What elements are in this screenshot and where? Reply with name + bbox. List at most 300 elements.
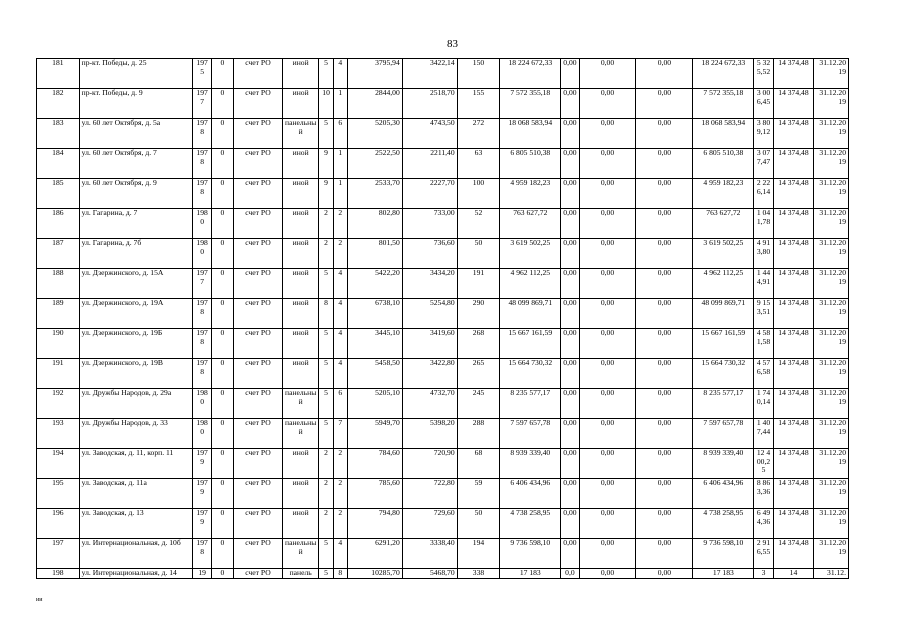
cell-zero-cell: 0 bbox=[211, 179, 233, 209]
residents-cell: 59 bbox=[457, 479, 500, 509]
cost-col-cell: 0,00 bbox=[579, 329, 636, 359]
account-type-cell: счет РО bbox=[234, 419, 283, 449]
cell-zero-cell: 0 bbox=[211, 329, 233, 359]
floors-cell: 5 bbox=[319, 269, 333, 299]
fund-cost-cell: 7 572 355,18 bbox=[693, 89, 754, 119]
row-number-cell: 191 bbox=[37, 359, 80, 389]
total-cost-cell: 6 805 510,38 bbox=[500, 149, 561, 179]
address-cell: ул. Заводская, д. 11а bbox=[79, 479, 193, 509]
cost-col-cell: 0,00 bbox=[636, 149, 693, 179]
entrances-cell: 1 bbox=[333, 179, 347, 209]
unit-cost-cell: 1 407,44 bbox=[754, 419, 773, 449]
total-cost-cell: 48 099 869,71 bbox=[500, 299, 561, 329]
account-type-cell: счет РО bbox=[234, 179, 283, 209]
total-area-cell: 5205,30 bbox=[347, 119, 402, 149]
cost-col-cell: 0,00 bbox=[636, 119, 693, 149]
cell-zero-cell: 0 bbox=[211, 59, 233, 89]
account-type-cell: счет РО bbox=[234, 59, 283, 89]
wall-material-cell: панельный bbox=[282, 539, 319, 569]
account-type-cell: счет РО bbox=[234, 299, 283, 329]
floors-cell: 9 bbox=[319, 149, 333, 179]
cell-zero-cell: 0 bbox=[211, 449, 233, 479]
floors-cell: 5 bbox=[319, 569, 333, 579]
completion-date-cell: 31.12.2019 bbox=[814, 419, 849, 449]
housing-register-table bbox=[36, 58, 849, 579]
address-cell: ул. 60 лет Октября, д. 7 bbox=[79, 149, 193, 179]
total-area-cell: 3445,10 bbox=[347, 329, 402, 359]
cost-col-cell: 0,00 bbox=[579, 209, 636, 239]
total-cost-cell: 18 068 583,94 bbox=[500, 119, 561, 149]
row-number-cell: 182 bbox=[37, 89, 80, 119]
build-year-cell: 1979 bbox=[193, 509, 211, 539]
table-row bbox=[37, 569, 849, 579]
total-cost-cell: 15 664 730,32 bbox=[500, 359, 561, 389]
build-year-cell: 1978 bbox=[193, 329, 211, 359]
wall-material-cell: панель bbox=[282, 569, 319, 579]
living-area-cell: 3434,20 bbox=[402, 269, 457, 299]
wall-material-cell: панельный bbox=[282, 119, 319, 149]
wall-material-cell: иной bbox=[282, 479, 319, 509]
account-type-cell: счет РО bbox=[234, 479, 283, 509]
residents-cell: 268 bbox=[457, 329, 500, 359]
limit-cost-cell: 14 374,48 bbox=[773, 119, 814, 149]
unit-cost-cell: 8 863,36 bbox=[754, 479, 773, 509]
cell-zero-cell: 0 bbox=[211, 239, 233, 269]
cost-col-cell: 0,00 bbox=[636, 89, 693, 119]
wall-material-cell: иной bbox=[282, 209, 319, 239]
unit-cost-cell: 3 809,12 bbox=[754, 119, 773, 149]
build-year-cell: 1979 bbox=[193, 449, 211, 479]
living-area-cell: 5254,80 bbox=[402, 299, 457, 329]
unit-cost-cell: 9 153,51 bbox=[754, 299, 773, 329]
cell-zero-cell: 0 bbox=[211, 479, 233, 509]
fund-cost-cell: 3 619 502,25 bbox=[693, 239, 754, 269]
fund-cost-cell: 6 406 434,96 bbox=[693, 479, 754, 509]
address-cell: ул. Дзержинского, д. 19Б bbox=[79, 329, 193, 359]
entrances-cell: 4 bbox=[333, 329, 347, 359]
floors-cell: 9 bbox=[319, 179, 333, 209]
account-type-cell: счет РО bbox=[234, 329, 283, 359]
cost-col-cell: 0,00 bbox=[561, 239, 579, 269]
total-cost-cell: 17 183 bbox=[500, 569, 561, 579]
total-area-cell: 2844,00 bbox=[347, 89, 402, 119]
total-area-cell: 10285,70 bbox=[347, 569, 402, 579]
cost-col-cell: 0,00 bbox=[636, 449, 693, 479]
row-number-cell: 196 bbox=[37, 509, 80, 539]
living-area-cell: 3419,60 bbox=[402, 329, 457, 359]
total-cost-cell: 15 667 161,59 bbox=[500, 329, 561, 359]
unit-cost-cell: 4 913,80 bbox=[754, 239, 773, 269]
address-cell: ул. Дзержинского, д. 19А bbox=[79, 299, 193, 329]
living-area-cell: 5398,20 bbox=[402, 419, 457, 449]
living-area-cell: 3422,14 bbox=[402, 59, 457, 89]
cost-col-cell: 0,00 bbox=[579, 179, 636, 209]
entrances-cell: 2 bbox=[333, 449, 347, 479]
cell-zero-cell: 0 bbox=[211, 509, 233, 539]
row-number-cell: 198 bbox=[37, 569, 80, 579]
row-number-cell: 184 bbox=[37, 149, 80, 179]
total-area-cell: 5422,20 bbox=[347, 269, 402, 299]
completion-date-cell: 31.12.2019 bbox=[814, 239, 849, 269]
floors-cell: 2 bbox=[319, 479, 333, 509]
cost-col-cell: 0,00 bbox=[561, 359, 579, 389]
total-cost-cell: 4 738 258,95 bbox=[500, 509, 561, 539]
cell-zero-cell: 0 bbox=[211, 299, 233, 329]
unit-cost-cell: 6 494,36 bbox=[754, 509, 773, 539]
total-area-cell: 785,60 bbox=[347, 479, 402, 509]
cost-col-cell: 0,00 bbox=[561, 539, 579, 569]
living-area-cell: 720,90 bbox=[402, 449, 457, 479]
residents-cell: 100 bbox=[457, 179, 500, 209]
living-area-cell: 3422,80 bbox=[402, 359, 457, 389]
address-cell: пр-кт. Победы, д. 25 bbox=[79, 59, 193, 89]
cost-col-cell: 0,00 bbox=[579, 419, 636, 449]
total-cost-cell: 18 224 672,33 bbox=[500, 59, 561, 89]
cost-col-cell: 0,00 bbox=[636, 329, 693, 359]
entrances-cell: 4 bbox=[333, 539, 347, 569]
total-area-cell: 5949,70 bbox=[347, 419, 402, 449]
cost-col-cell: 0,00 bbox=[579, 569, 636, 579]
limit-cost-cell: 14 374,48 bbox=[773, 359, 814, 389]
completion-date-cell: 31.12.2019 bbox=[814, 269, 849, 299]
cost-col-cell: 0,00 bbox=[636, 239, 693, 269]
unit-cost-cell: 12 400,25 bbox=[754, 449, 773, 479]
living-area-cell: 2518,70 bbox=[402, 89, 457, 119]
floors-cell: 2 bbox=[319, 209, 333, 239]
entrances-cell: 2 bbox=[333, 479, 347, 509]
wall-material-cell: иной bbox=[282, 359, 319, 389]
limit-cost-cell: 14 374,48 bbox=[773, 179, 814, 209]
wall-material-cell: панельный bbox=[282, 419, 319, 449]
living-area-cell: 3338,40 bbox=[402, 539, 457, 569]
cost-col-cell: 0,00 bbox=[579, 269, 636, 299]
account-type-cell: счет РО bbox=[234, 509, 283, 539]
table-row bbox=[37, 359, 849, 389]
table-row bbox=[37, 389, 849, 419]
build-year-cell: 1978 bbox=[193, 359, 211, 389]
living-area-cell: 733,00 bbox=[402, 209, 457, 239]
address-cell: ул. Дружбы Народов, д. 29а bbox=[79, 389, 193, 419]
total-cost-cell: 4 959 182,23 bbox=[500, 179, 561, 209]
cost-col-cell: 0,00 bbox=[579, 59, 636, 89]
cost-col-cell: 0,00 bbox=[561, 119, 579, 149]
total-area-cell: 784,60 bbox=[347, 449, 402, 479]
wall-material-cell: иной bbox=[282, 449, 319, 479]
total-cost-cell: 8 939 339,40 bbox=[500, 449, 561, 479]
cost-col-cell: 0,00 bbox=[561, 479, 579, 509]
row-number-cell: 186 bbox=[37, 209, 80, 239]
unit-cost-cell: 3 006,45 bbox=[754, 89, 773, 119]
limit-cost-cell: 14 374,48 bbox=[773, 269, 814, 299]
completion-date-cell: 31.12.2019 bbox=[814, 479, 849, 509]
cost-col-cell: 0,00 bbox=[579, 509, 636, 539]
entrances-cell: 2 bbox=[333, 239, 347, 269]
fund-cost-cell: 6 805 510,38 bbox=[693, 149, 754, 179]
cell-zero-cell: 0 bbox=[211, 569, 233, 579]
address-cell: ул. Дзержинского, д. 15А bbox=[79, 269, 193, 299]
build-year-cell: 1978 bbox=[193, 119, 211, 149]
table-row bbox=[37, 539, 849, 569]
completion-date-cell: 31.12.2019 bbox=[814, 299, 849, 329]
limit-cost-cell: 14 374,48 bbox=[773, 299, 814, 329]
cell-zero-cell: 0 bbox=[211, 389, 233, 419]
total-cost-cell: 7 597 657,78 bbox=[500, 419, 561, 449]
table-row bbox=[37, 449, 849, 479]
cost-col-cell: 0,00 bbox=[561, 509, 579, 539]
total-cost-cell: 6 406 434,96 bbox=[500, 479, 561, 509]
cost-col-cell: 0,00 bbox=[579, 449, 636, 479]
account-type-cell: счет РО bbox=[234, 269, 283, 299]
address-cell: ул. 60 лет Октября, д. 9 bbox=[79, 179, 193, 209]
address-cell: ул. Гагарина, д. 7б bbox=[79, 239, 193, 269]
page-number: 83 bbox=[447, 38, 458, 50]
fund-cost-cell: 7 597 657,78 bbox=[693, 419, 754, 449]
address-cell: ул. Дзержинского, д. 19В bbox=[79, 359, 193, 389]
living-area-cell: 729,60 bbox=[402, 509, 457, 539]
floors-cell: 5 bbox=[319, 329, 333, 359]
limit-cost-cell: 14 374,48 bbox=[773, 149, 814, 179]
cost-col-cell: 0,00 bbox=[561, 209, 579, 239]
row-number-cell: 181 bbox=[37, 59, 80, 89]
row-number-cell: 194 bbox=[37, 449, 80, 479]
cost-col-cell: 0,00 bbox=[579, 539, 636, 569]
cell-zero-cell: 0 bbox=[211, 419, 233, 449]
unit-cost-cell: 3 077,47 bbox=[754, 149, 773, 179]
wall-material-cell: иной bbox=[282, 329, 319, 359]
address-cell: ул. Заводская, д. 13 bbox=[79, 509, 193, 539]
unit-cost-cell: 5 325,52 bbox=[754, 59, 773, 89]
unit-cost-cell: 2 916,55 bbox=[754, 539, 773, 569]
table-row bbox=[37, 119, 849, 149]
entrances-cell: 6 bbox=[333, 119, 347, 149]
table-row bbox=[37, 239, 849, 269]
total-cost-cell: 7 572 355,18 bbox=[500, 89, 561, 119]
total-area-cell: 2533,70 bbox=[347, 179, 402, 209]
table-row bbox=[37, 179, 849, 209]
cost-col-cell: 0,00 bbox=[561, 179, 579, 209]
floors-cell: 5 bbox=[319, 359, 333, 389]
limit-cost-cell: 14 374,48 bbox=[773, 329, 814, 359]
table-row bbox=[37, 89, 849, 119]
wall-material-cell: иной bbox=[282, 89, 319, 119]
account-type-cell: счет РО bbox=[234, 359, 283, 389]
limit-cost-cell: 14 374,48 bbox=[773, 389, 814, 419]
build-year-cell: 1977 bbox=[193, 89, 211, 119]
cost-col-cell: 0,00 bbox=[561, 419, 579, 449]
account-type-cell: счет РО bbox=[234, 119, 283, 149]
total-cost-cell: 3 619 502,25 bbox=[500, 239, 561, 269]
fund-cost-cell: 15 664 730,32 bbox=[693, 359, 754, 389]
cost-col-cell: 0,00 bbox=[561, 389, 579, 419]
cost-col-cell: 0,00 bbox=[636, 419, 693, 449]
entrances-cell: 6 bbox=[333, 389, 347, 419]
limit-cost-cell: 14 374,48 bbox=[773, 209, 814, 239]
total-area-cell: 794,80 bbox=[347, 509, 402, 539]
residents-cell: 155 bbox=[457, 89, 500, 119]
address-cell: ул. Интернациональная, д. 10б bbox=[79, 539, 193, 569]
fund-cost-cell: 8 235 577,17 bbox=[693, 389, 754, 419]
fund-cost-cell: 17 183 bbox=[693, 569, 754, 579]
completion-date-cell: 31.12.2019 bbox=[814, 509, 849, 539]
account-type-cell: счет РО bbox=[234, 449, 283, 479]
living-area-cell: 5468,70 bbox=[402, 569, 457, 579]
fund-cost-cell: 8 939 339,40 bbox=[693, 449, 754, 479]
row-number-cell: 189 bbox=[37, 299, 80, 329]
fund-cost-cell: 4 738 258,95 bbox=[693, 509, 754, 539]
limit-cost-cell: 14 374,48 bbox=[773, 539, 814, 569]
account-type-cell: счет РО bbox=[234, 149, 283, 179]
completion-date-cell: 31.12.2019 bbox=[814, 89, 849, 119]
build-year-cell: 1977 bbox=[193, 269, 211, 299]
living-area-cell: 722,80 bbox=[402, 479, 457, 509]
residents-cell: 194 bbox=[457, 539, 500, 569]
table-row bbox=[37, 329, 849, 359]
build-year-cell: 1980 bbox=[193, 239, 211, 269]
total-area-cell: 2522,50 bbox=[347, 149, 402, 179]
account-type-cell: счет РО bbox=[234, 209, 283, 239]
living-area-cell: 2211,40 bbox=[402, 149, 457, 179]
residents-cell: 50 bbox=[457, 239, 500, 269]
residents-cell: 265 bbox=[457, 359, 500, 389]
cost-col-cell: 0,00 bbox=[636, 299, 693, 329]
cost-col-cell: 0,00 bbox=[579, 299, 636, 329]
cell-zero-cell: 0 bbox=[211, 269, 233, 299]
row-number-cell: 183 bbox=[37, 119, 80, 149]
living-area-cell: 736,60 bbox=[402, 239, 457, 269]
table-row bbox=[37, 419, 849, 449]
wall-material-cell: иной bbox=[282, 179, 319, 209]
build-year-cell: 1978 bbox=[193, 539, 211, 569]
cost-col-cell: 0,0 bbox=[561, 569, 579, 579]
entrances-cell: 4 bbox=[333, 359, 347, 389]
completion-date-cell: 31.12.2019 bbox=[814, 539, 849, 569]
cost-col-cell: 0,00 bbox=[636, 269, 693, 299]
total-area-cell: 6291,20 bbox=[347, 539, 402, 569]
fund-cost-cell: 763 627,72 bbox=[693, 209, 754, 239]
residents-cell: 50 bbox=[457, 509, 500, 539]
entrances-cell: 4 bbox=[333, 59, 347, 89]
wall-material-cell: иной bbox=[282, 299, 319, 329]
floors-cell: 5 bbox=[319, 539, 333, 569]
cost-col-cell: 0,00 bbox=[579, 359, 636, 389]
cost-col-cell: 0,00 bbox=[561, 59, 579, 89]
cell-zero-cell: 0 bbox=[211, 209, 233, 239]
cost-col-cell: 0,00 bbox=[636, 59, 693, 89]
completion-date-cell: 31.12.2019 bbox=[814, 389, 849, 419]
unit-cost-cell: 3 bbox=[754, 569, 773, 579]
completion-date-cell: 31.12.2019 bbox=[814, 179, 849, 209]
wall-material-cell: иной bbox=[282, 149, 319, 179]
address-cell: ул. 60 лет Октября, д. 5а bbox=[79, 119, 193, 149]
cost-col-cell: 0,00 bbox=[561, 299, 579, 329]
floors-cell: 5 bbox=[319, 59, 333, 89]
table-row bbox=[37, 269, 849, 299]
completion-date-cell: 31.12.2019 bbox=[814, 59, 849, 89]
build-year-cell: 1978 bbox=[193, 299, 211, 329]
cost-col-cell: 0,00 bbox=[579, 119, 636, 149]
row-number-cell: 190 bbox=[37, 329, 80, 359]
limit-cost-cell: 14 374,48 bbox=[773, 449, 814, 479]
limit-cost-cell: 14 374,48 bbox=[773, 59, 814, 89]
floors-cell: 10 bbox=[319, 89, 333, 119]
entrances-cell: 4 bbox=[333, 299, 347, 329]
completion-date-cell: 31.12.2019 bbox=[814, 449, 849, 479]
total-cost-cell: 763 627,72 bbox=[500, 209, 561, 239]
floors-cell: 5 bbox=[319, 389, 333, 419]
total-cost-cell: 4 962 112,25 bbox=[500, 269, 561, 299]
wall-material-cell: иной bbox=[282, 239, 319, 269]
entrances-cell: 1 bbox=[333, 149, 347, 179]
table-row bbox=[37, 299, 849, 329]
limit-cost-cell: 14 374,48 bbox=[773, 479, 814, 509]
unit-cost-cell: 4 576,58 bbox=[754, 359, 773, 389]
table-row bbox=[37, 479, 849, 509]
unit-cost-cell: 1 740,14 bbox=[754, 389, 773, 419]
address-cell: ул. Интернациональная, д. 14 bbox=[79, 569, 193, 579]
total-area-cell: 5458,50 bbox=[347, 359, 402, 389]
cell-zero-cell: 0 bbox=[211, 119, 233, 149]
completion-date-cell: 31.12.2019 bbox=[814, 359, 849, 389]
row-number-cell: 193 bbox=[37, 419, 80, 449]
limit-cost-cell: 14 374,48 bbox=[773, 89, 814, 119]
wall-material-cell: иной bbox=[282, 269, 319, 299]
completion-date-cell: 31.12.2019 bbox=[814, 149, 849, 179]
build-year-cell: 1978 bbox=[193, 179, 211, 209]
total-area-cell: 5205,10 bbox=[347, 389, 402, 419]
cell-zero-cell: 0 bbox=[211, 89, 233, 119]
cost-col-cell: 0,00 bbox=[636, 179, 693, 209]
total-cost-cell: 9 736 598,10 bbox=[500, 539, 561, 569]
entrances-cell: 4 bbox=[333, 269, 347, 299]
footnote: ии bbox=[36, 597, 43, 603]
row-number-cell: 188 bbox=[37, 269, 80, 299]
entrances-cell: 1 bbox=[333, 89, 347, 119]
build-year-cell: 1978 bbox=[193, 149, 211, 179]
completion-date-cell: 31.12.2019 bbox=[814, 119, 849, 149]
residents-cell: 52 bbox=[457, 209, 500, 239]
living-area-cell: 4732,70 bbox=[402, 389, 457, 419]
floors-cell: 8 bbox=[319, 299, 333, 329]
cost-col-cell: 0,00 bbox=[636, 509, 693, 539]
entrances-cell: 8 bbox=[333, 569, 347, 579]
unit-cost-cell: 4 581,58 bbox=[754, 329, 773, 359]
unit-cost-cell: 1 444,91 bbox=[754, 269, 773, 299]
fund-cost-cell: 48 099 869,71 bbox=[693, 299, 754, 329]
floors-cell: 2 bbox=[319, 449, 333, 479]
row-number-cell: 197 bbox=[37, 539, 80, 569]
fund-cost-cell: 18 068 583,94 bbox=[693, 119, 754, 149]
account-type-cell: счет РО bbox=[234, 569, 283, 579]
table-row bbox=[37, 59, 849, 89]
cell-zero-cell: 0 bbox=[211, 359, 233, 389]
fund-cost-cell: 15 667 161,59 bbox=[693, 329, 754, 359]
floors-cell: 2 bbox=[319, 509, 333, 539]
table-row bbox=[37, 209, 849, 239]
floors-cell: 5 bbox=[319, 419, 333, 449]
residents-cell: 191 bbox=[457, 269, 500, 299]
account-type-cell: счет РО bbox=[234, 239, 283, 269]
total-area-cell: 6738,10 bbox=[347, 299, 402, 329]
residents-cell: 68 bbox=[457, 449, 500, 479]
cost-col-cell: 0,00 bbox=[579, 239, 636, 269]
wall-material-cell: панельный bbox=[282, 389, 319, 419]
residents-cell: 290 bbox=[457, 299, 500, 329]
table-row bbox=[37, 149, 849, 179]
account-type-cell: счет РО bbox=[234, 539, 283, 569]
wall-material-cell: иной bbox=[282, 59, 319, 89]
unit-cost-cell: 1 041,78 bbox=[754, 209, 773, 239]
cost-col-cell: 0,00 bbox=[579, 149, 636, 179]
